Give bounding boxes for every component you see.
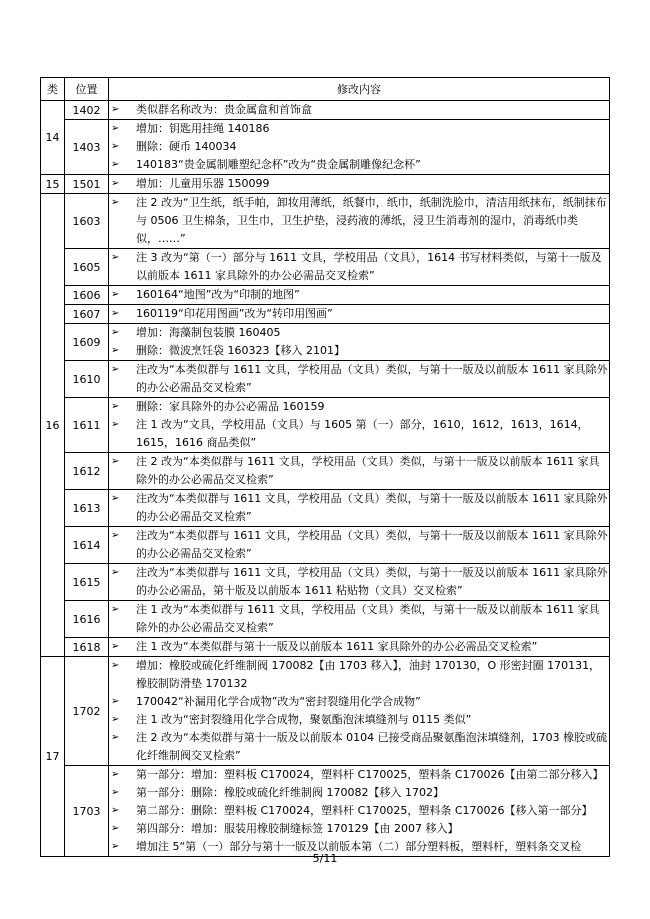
list-item [109, 820, 609, 838]
arrow-bullet-icon: ➢ [111, 308, 120, 319]
table-row [41, 527, 610, 564]
table-row [41, 398, 610, 453]
item-text: 注 1 改为“密封裂缝用化学合成物，聚氨酯泡沫填缝剂与 0115 类似” [136, 713, 472, 726]
item-text: 类似群名称改为：贵金属盒和首饰盒 [136, 103, 312, 116]
content-cell [109, 527, 610, 564]
item-text: 注改为“本类似群与 1611 文具，学校用品（文具）类似，与第十一版及以前版本 1611 家具除外的办公必需品交叉检索” [136, 363, 608, 394]
content-cell [109, 638, 610, 657]
table-row [41, 490, 610, 527]
position-cell: 1605 [65, 249, 109, 286]
position-cell: 1501 [65, 175, 109, 194]
item-text: 第四部分：增加：服装用橡胶制缝标签 170129【由 2007 移入】 [136, 822, 459, 835]
list-item [109, 305, 609, 323]
item-text: 注 1 改为“文具，学校用品（文具）与 1605 第（一）部分，1610，1612，1613，1614，1615，1616 商品类似” [136, 418, 589, 449]
list-item [109, 453, 609, 489]
item-text: 增加注 5“第（一）部分与第十一版及以前版本第（二）部分塑料板，塑料杆，塑料条交叉检 [136, 840, 582, 853]
table-row [41, 657, 610, 766]
arrow-bullet-icon: ➢ [111, 696, 120, 707]
arrow-bullet-icon: ➢ [111, 159, 120, 170]
table-row [41, 120, 610, 175]
arrow-bullet-icon: ➢ [111, 493, 120, 504]
list-item [109, 194, 609, 248]
table-row [41, 361, 610, 398]
arrow-bullet-icon: ➢ [111, 141, 120, 152]
item-text: 删除：微波烹饪袋 160323【移入 2101】 [136, 344, 345, 357]
content-cell [109, 324, 610, 361]
content-cell [109, 361, 610, 398]
list-item [109, 490, 609, 526]
table-row [41, 305, 610, 324]
position-cell: 1611 [65, 398, 109, 453]
item-text: 注改为“本类似群与 1611 文具，学校用品（文具）类似，与第十一版及以前版本 1611 家具除外的办公必需品交叉检索” [136, 492, 608, 523]
item-text: 注改为“本类似群与 1611 文具，学校用品（文具）类似，与第十一版及以前版本 1611 家具除外的办公必需品，第十版及以前版本 1611 粘贴物（文具）交叉检索” [136, 566, 608, 597]
list-item [109, 342, 609, 360]
item-text: 第一部分：删除：橡胶或硫化纤维制阀 170082【移入 1702】 [136, 786, 444, 799]
arrow-bullet-icon: ➢ [111, 641, 120, 652]
arrow-bullet-icon: ➢ [111, 197, 120, 208]
arrow-bullet-icon: ➢ [111, 364, 120, 375]
content-cell [109, 766, 610, 857]
content-cell [109, 490, 610, 527]
position-cell: 1606 [65, 286, 109, 305]
arrow-bullet-icon: ➢ [111, 104, 120, 115]
content-cell [109, 398, 610, 453]
category-cell: 17 [41, 657, 65, 857]
table-row [41, 601, 610, 638]
list-item [109, 398, 609, 416]
arrow-bullet-icon: ➢ [111, 769, 120, 780]
arrow-bullet-icon: ➢ [111, 732, 120, 743]
position-cell: 1612 [65, 453, 109, 490]
table-row [41, 638, 610, 657]
list-item [109, 711, 609, 729]
arrow-bullet-icon: ➢ [111, 419, 120, 430]
list-item [109, 693, 609, 711]
list-item [109, 638, 609, 656]
header-row [41, 78, 610, 101]
position-cell: 1615 [65, 564, 109, 601]
arrow-bullet-icon: ➢ [111, 567, 120, 578]
item-text: 注 3 改为“第（一）部分与 1611 文具，学校用品（文具），1614 书写材料类似，与第十一版及以前版本 1611 家具除外的办公必需品交叉检索” [136, 251, 602, 282]
arrow-bullet-icon: ➢ [111, 805, 120, 816]
content-cell [109, 120, 610, 175]
position-cell: 1610 [65, 361, 109, 398]
item-text: 增加：橡胶或硫化纤维制阀 170082【由 1703 移入】，油封 170130，O 形密封圈 170131，橡胶制防滑垫 170132 [136, 659, 601, 690]
header-position: 位置 [65, 78, 109, 101]
item-text: 增加：海藻制包装膜 160405 [136, 326, 281, 339]
position-cell: 1607 [65, 305, 109, 324]
arrow-bullet-icon: ➢ [111, 841, 120, 852]
table-row [41, 194, 610, 249]
category-cell: 16 [41, 194, 65, 657]
item-text: 注 2 改为“本类似群与第十一版及以前版本 0104 已接受商品聚氨酯泡沫填缝剂，1703 橡胶或硫化纤维制阀交叉检索” [136, 731, 608, 762]
content-cell [109, 601, 610, 638]
item-text: 160164“地图”改为“印制的地图” [136, 288, 300, 301]
category-cell: 15 [41, 175, 65, 194]
item-text: 注改为“本类似群与 1611 文具，学校用品（文具）类似，与第十一版及以前版本 1611 家具除外的办公必需品交叉检索” [136, 529, 608, 560]
position-cell: 1613 [65, 490, 109, 527]
arrow-bullet-icon: ➢ [111, 660, 120, 671]
list-item [109, 784, 609, 802]
arrow-bullet-icon: ➢ [111, 823, 120, 834]
position-cell: 1618 [65, 638, 109, 657]
list-item [109, 802, 609, 820]
list-item [109, 156, 609, 174]
position-cell: 1616 [65, 601, 109, 638]
header-content: 修改内容 [109, 78, 610, 101]
revision-table [40, 77, 610, 857]
position-cell: 1614 [65, 527, 109, 564]
list-item [109, 527, 609, 563]
list-item [109, 249, 609, 285]
table-row [41, 286, 610, 305]
arrow-bullet-icon: ➢ [111, 456, 120, 467]
item-text: 增加：儿童用乐器 150099 [136, 177, 270, 190]
content-cell [109, 657, 610, 766]
list-item [109, 286, 609, 304]
arrow-bullet-icon: ➢ [111, 604, 120, 615]
position-cell: 1402 [65, 101, 109, 120]
position-cell: 1703 [65, 766, 109, 857]
item-text: 160119“印花用图画”改为“转印用图画” [136, 307, 333, 320]
item-text: 注 1 改为“本类似群与第十一版及以前版本 1611 家具除外的办公必需品交叉检索” [136, 640, 538, 653]
arrow-bullet-icon: ➢ [111, 345, 120, 356]
arrow-bullet-icon: ➢ [111, 714, 120, 725]
content-cell [109, 101, 610, 120]
item-text: 140183“贵金属制雕塑纪念杯”改为“贵金属制雕像纪念杯” [136, 158, 421, 171]
table-row [41, 766, 610, 857]
item-text: 注 2 改为“卫生纸，纸手帕，卸妆用薄纸，纸餐巾，纸巾，纸制洗脸巾，清洁用纸抹布，纸制抹布与 0506 卫生棉条，卫生巾，卫生护垫，浸药液的薄纸，浸卫生消毒剂的湿巾，消毒纸巾类似，……” [136, 196, 607, 245]
page-number: 5/11 [312, 852, 338, 865]
content-cell [109, 249, 610, 286]
arrow-bullet-icon: ➢ [111, 401, 120, 412]
item-text: 注 2 改为“本类似群与 1611 文具，学校用品（文具）类似，与第十一版及以前版本 1611 家具除外的办公必需品交叉检索” [136, 455, 600, 486]
table-row [41, 564, 610, 601]
content-cell [109, 453, 610, 490]
table-row [41, 175, 610, 194]
list-item [109, 601, 609, 637]
list-item [109, 138, 609, 156]
table-row [41, 324, 610, 361]
list-item [109, 657, 609, 693]
content-cell [109, 286, 610, 305]
table-row [41, 453, 610, 490]
arrow-bullet-icon: ➢ [111, 289, 120, 300]
content-cell [109, 564, 610, 601]
content-cell [109, 194, 610, 249]
list-item [109, 564, 609, 600]
list-item [109, 324, 609, 342]
list-item [109, 120, 609, 138]
list-item [109, 175, 609, 193]
arrow-bullet-icon: ➢ [111, 787, 120, 798]
category-cell: 14 [41, 101, 65, 175]
list-item [109, 416, 609, 452]
arrow-bullet-icon: ➢ [111, 252, 120, 263]
list-item [109, 361, 609, 397]
position-cell: 1603 [65, 194, 109, 249]
list-item [109, 101, 609, 119]
content-cell [109, 175, 610, 194]
arrow-bullet-icon: ➢ [111, 178, 120, 189]
item-text: 170042“补漏用化学合成物”改为“密封裂缝用化学合成物” [136, 695, 421, 708]
arrow-bullet-icon: ➢ [111, 327, 120, 338]
position-cell: 1609 [65, 324, 109, 361]
item-text: 第二部分：删除：塑料板 C170024，塑料杆 C170025，塑料条 C170026【移入第一部分】 [136, 804, 593, 817]
table-row [41, 101, 610, 120]
item-text: 增加：钥匙用挂绳 140186 [136, 122, 270, 135]
arrow-bullet-icon: ➢ [111, 123, 120, 134]
item-text: 注 1 改为“本类似群与 1611 文具，学校用品（文具）类似，与第十一版及以前版本 1611 家具除外的办公必需品交叉检索” [136, 603, 600, 634]
list-item [109, 729, 609, 765]
position-cell: 1702 [65, 657, 109, 766]
arrow-bullet-icon: ➢ [111, 530, 120, 541]
list-item [109, 766, 609, 784]
item-text: 第一部分：增加：塑料板 C170024，塑料杆 C170025，塑料条 C170026【由第二部分移入】 [136, 768, 604, 781]
position-cell: 1403 [65, 120, 109, 175]
table-row [41, 249, 610, 286]
item-text: 删除：硬币 140034 [136, 140, 237, 153]
content-cell [109, 305, 610, 324]
item-text: 删除：家具除外的办公必需品 160159 [136, 400, 325, 413]
header-category: 类 [41, 78, 65, 101]
